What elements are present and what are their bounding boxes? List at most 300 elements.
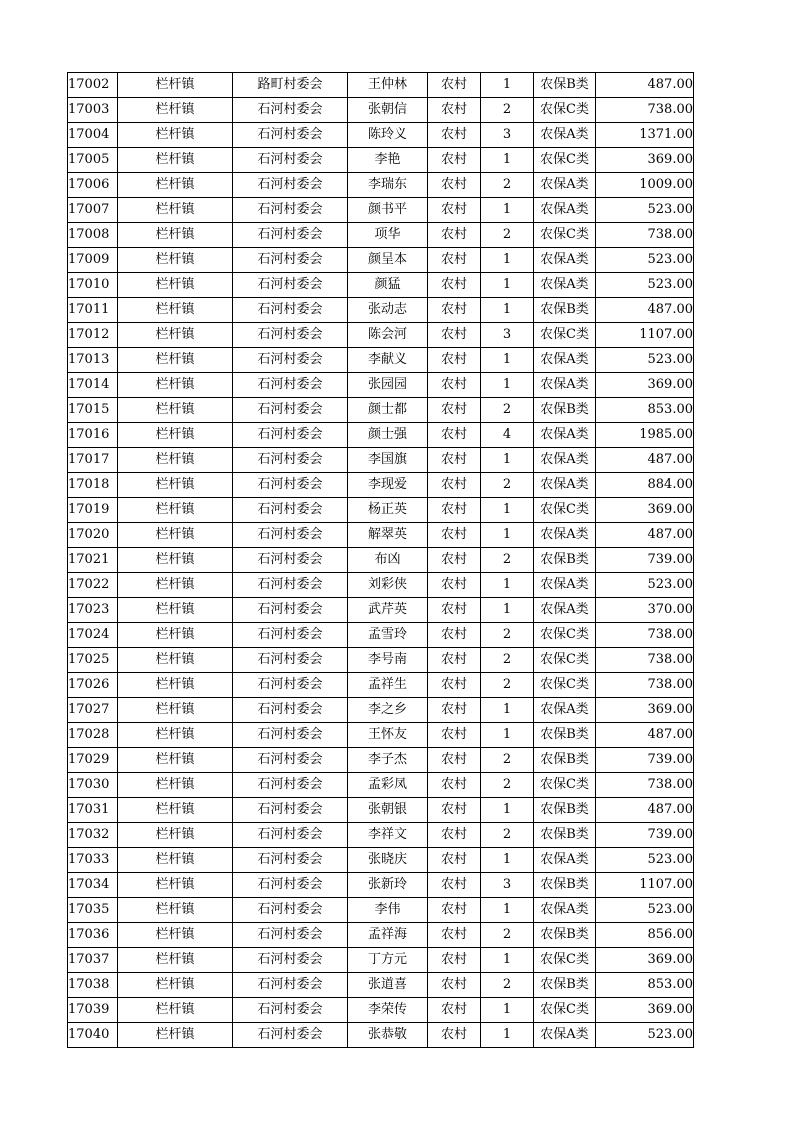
insurance-category-cell: 农保B类: [534, 973, 596, 998]
record-id-cell: 17008: [68, 223, 118, 248]
town-cell: 栏杆镇: [118, 223, 233, 248]
town-cell: 栏杆镇: [118, 998, 233, 1023]
household-type-cell: 农村: [428, 273, 481, 298]
household-type-cell: 农村: [428, 998, 481, 1023]
town-cell: 栏杆镇: [118, 923, 233, 948]
record-id-cell: 17013: [68, 348, 118, 373]
record-id-cell: 17007: [68, 198, 118, 223]
member-count-cell: 2: [481, 223, 534, 248]
person-name-cell: 颜士都: [348, 398, 428, 423]
person-name-cell: 李国旗: [348, 448, 428, 473]
member-count-cell: 1: [481, 523, 534, 548]
member-count-cell: 1: [481, 373, 534, 398]
village-committee-cell: 石河村委会: [233, 548, 348, 573]
village-committee-cell: 石河村委会: [233, 698, 348, 723]
town-cell: 栏杆镇: [118, 973, 233, 998]
table-row: [68, 898, 694, 923]
amount-cell: 853.00: [596, 398, 694, 423]
member-count-cell: 2: [481, 623, 534, 648]
table-row: [68, 323, 694, 348]
insurance-category-cell: 农保B类: [534, 923, 596, 948]
record-id-cell: 17028: [68, 723, 118, 748]
village-committee-cell: 石河村委会: [233, 623, 348, 648]
town-cell: 栏杆镇: [118, 248, 233, 273]
insurance-category-cell: 农保C类: [534, 623, 596, 648]
table-row: [68, 273, 694, 298]
household-type-cell: 农村: [428, 73, 481, 98]
insurance-category-cell: 农保A类: [534, 473, 596, 498]
town-cell: 栏杆镇: [118, 398, 233, 423]
insurance-category-cell: 农保A类: [534, 348, 596, 373]
household-type-cell: 农村: [428, 873, 481, 898]
person-name-cell: 杨正英: [348, 498, 428, 523]
person-name-cell: 李伟: [348, 898, 428, 923]
record-id-cell: 17040: [68, 1023, 118, 1048]
table-row: [68, 198, 694, 223]
household-type-cell: 农村: [428, 698, 481, 723]
record-id-cell: 17011: [68, 298, 118, 323]
village-committee-cell: 石河村委会: [233, 148, 348, 173]
table-row: [68, 848, 694, 873]
member-count-cell: 1: [481, 948, 534, 973]
insurance-category-cell: 农保C类: [534, 948, 596, 973]
record-id-cell: 17027: [68, 698, 118, 723]
member-count-cell: 2: [481, 923, 534, 948]
table-row: [68, 223, 694, 248]
household-type-cell: 农村: [428, 573, 481, 598]
person-name-cell: 孟彩凤: [348, 773, 428, 798]
table-row: [68, 623, 694, 648]
person-name-cell: 张恭敬: [348, 1023, 428, 1048]
member-count-cell: 2: [481, 98, 534, 123]
village-committee-cell: 石河村委会: [233, 223, 348, 248]
household-type-cell: 农村: [428, 748, 481, 773]
town-cell: 栏杆镇: [118, 473, 233, 498]
town-cell: 栏杆镇: [118, 698, 233, 723]
village-committee-cell: 石河村委会: [233, 923, 348, 948]
record-id-cell: 17009: [68, 248, 118, 273]
household-type-cell: 农村: [428, 773, 481, 798]
table-row: [68, 748, 694, 773]
insurance-category-cell: 农保A类: [534, 273, 596, 298]
member-count-cell: 2: [481, 473, 534, 498]
member-count-cell: 1: [481, 573, 534, 598]
village-committee-cell: 石河村委会: [233, 948, 348, 973]
village-committee-cell: 石河村委会: [233, 373, 348, 398]
village-committee-cell: 石河村委会: [233, 598, 348, 623]
amount-cell: 523.00: [596, 573, 694, 598]
record-id-cell: 17018: [68, 473, 118, 498]
record-id-cell: 17012: [68, 323, 118, 348]
town-cell: 栏杆镇: [118, 73, 233, 98]
member-count-cell: 2: [481, 973, 534, 998]
member-count-cell: 1: [481, 273, 534, 298]
town-cell: 栏杆镇: [118, 898, 233, 923]
record-id-cell: 17038: [68, 973, 118, 998]
member-count-cell: 1: [481, 848, 534, 873]
member-count-cell: 1: [481, 198, 534, 223]
insurance-category-cell: 农保A类: [534, 123, 596, 148]
person-name-cell: 孟祥海: [348, 923, 428, 948]
amount-cell: 1107.00: [596, 323, 694, 348]
village-committee-cell: 石河村委会: [233, 673, 348, 698]
village-committee-cell: 石河村委会: [233, 448, 348, 473]
table-row: [68, 173, 694, 198]
household-type-cell: 农村: [428, 548, 481, 573]
person-name-cell: 王仲林: [348, 73, 428, 98]
village-committee-cell: 石河村委会: [233, 348, 348, 373]
insurance-category-cell: 农保B类: [534, 298, 596, 323]
amount-cell: 369.00: [596, 148, 694, 173]
town-cell: 栏杆镇: [118, 523, 233, 548]
table-row: [68, 398, 694, 423]
village-committee-cell: 石河村委会: [233, 498, 348, 523]
member-count-cell: 1: [481, 1023, 534, 1048]
household-type-cell: 农村: [428, 473, 481, 498]
village-committee-cell: 石河村委会: [233, 523, 348, 548]
household-type-cell: 农村: [428, 248, 481, 273]
village-committee-cell: 石河村委会: [233, 723, 348, 748]
town-cell: 栏杆镇: [118, 573, 233, 598]
member-count-cell: 1: [481, 998, 534, 1023]
record-id-cell: 17033: [68, 848, 118, 873]
town-cell: 栏杆镇: [118, 373, 233, 398]
household-type-cell: 农村: [428, 623, 481, 648]
insurance-category-cell: 农保A类: [534, 698, 596, 723]
town-cell: 栏杆镇: [118, 173, 233, 198]
record-id-cell: 17022: [68, 573, 118, 598]
record-id-cell: 17005: [68, 148, 118, 173]
amount-cell: 369.00: [596, 998, 694, 1023]
insurance-category-cell: 农保A类: [534, 198, 596, 223]
village-committee-cell: 石河村委会: [233, 748, 348, 773]
village-committee-cell: 石河村委会: [233, 573, 348, 598]
amount-cell: 523.00: [596, 248, 694, 273]
insurance-category-cell: 农保C类: [534, 648, 596, 673]
table-row: [68, 548, 694, 573]
record-id-cell: 17034: [68, 873, 118, 898]
table-row: [68, 73, 694, 98]
amount-cell: 487.00: [596, 298, 694, 323]
person-name-cell: 李荣传: [348, 998, 428, 1023]
member-count-cell: 2: [481, 173, 534, 198]
household-type-cell: 农村: [428, 673, 481, 698]
record-id-cell: 17031: [68, 798, 118, 823]
member-count-cell: 3: [481, 323, 534, 348]
household-type-cell: 农村: [428, 848, 481, 873]
amount-cell: 884.00: [596, 473, 694, 498]
amount-cell: 487.00: [596, 798, 694, 823]
household-type-cell: 农村: [428, 173, 481, 198]
record-id-cell: 17010: [68, 273, 118, 298]
record-id-cell: 17023: [68, 598, 118, 623]
person-name-cell: 李子杰: [348, 748, 428, 773]
record-id-cell: 17036: [68, 923, 118, 948]
village-committee-cell: 石河村委会: [233, 848, 348, 873]
amount-cell: 1009.00: [596, 173, 694, 198]
village-committee-cell: 路町村委会: [233, 73, 348, 98]
amount-cell: 1371.00: [596, 123, 694, 148]
record-id-cell: 17015: [68, 398, 118, 423]
record-id-cell: 17029: [68, 748, 118, 773]
town-cell: 栏杆镇: [118, 598, 233, 623]
amount-cell: 738.00: [596, 648, 694, 673]
member-count-cell: 1: [481, 723, 534, 748]
insurance-category-cell: 农保C类: [534, 98, 596, 123]
insurance-category-cell: 农保A类: [534, 448, 596, 473]
insurance-category-cell: 农保B类: [534, 73, 596, 98]
village-committee-cell: 石河村委会: [233, 398, 348, 423]
table-row: [68, 348, 694, 373]
record-id-cell: 17026: [68, 673, 118, 698]
table-row: [68, 723, 694, 748]
amount-cell: 523.00: [596, 848, 694, 873]
table-row: [68, 973, 694, 998]
table-row: [68, 673, 694, 698]
member-count-cell: 1: [481, 248, 534, 273]
member-count-cell: 2: [481, 673, 534, 698]
household-type-cell: 农村: [428, 973, 481, 998]
amount-cell: 369.00: [596, 698, 694, 723]
table-row: [68, 698, 694, 723]
roster-table: [67, 72, 694, 1048]
insurance-category-cell: 农保A类: [534, 573, 596, 598]
amount-cell: 738.00: [596, 673, 694, 698]
household-type-cell: 农村: [428, 1023, 481, 1048]
village-committee-cell: 石河村委会: [233, 123, 348, 148]
town-cell: 栏杆镇: [118, 748, 233, 773]
household-type-cell: 农村: [428, 598, 481, 623]
village-committee-cell: 石河村委会: [233, 1023, 348, 1048]
insurance-category-cell: 农保C类: [534, 323, 596, 348]
amount-cell: 487.00: [596, 723, 694, 748]
town-cell: 栏杆镇: [118, 873, 233, 898]
table-row: [68, 298, 694, 323]
town-cell: 栏杆镇: [118, 723, 233, 748]
household-type-cell: 农村: [428, 423, 481, 448]
insurance-category-cell: 农保A类: [534, 898, 596, 923]
town-cell: 栏杆镇: [118, 773, 233, 798]
table-row: [68, 798, 694, 823]
village-committee-cell: 石河村委会: [233, 173, 348, 198]
amount-cell: 369.00: [596, 498, 694, 523]
person-name-cell: 张朝信: [348, 98, 428, 123]
household-type-cell: 农村: [428, 398, 481, 423]
record-id-cell: 17014: [68, 373, 118, 398]
person-name-cell: 孟雪玲: [348, 623, 428, 648]
amount-cell: 739.00: [596, 823, 694, 848]
village-committee-cell: 石河村委会: [233, 473, 348, 498]
person-name-cell: 颜呈本: [348, 248, 428, 273]
person-name-cell: 李之乡: [348, 698, 428, 723]
amount-cell: 487.00: [596, 523, 694, 548]
town-cell: 栏杆镇: [118, 1023, 233, 1048]
person-name-cell: 刘彩侠: [348, 573, 428, 598]
amount-cell: 523.00: [596, 898, 694, 923]
village-committee-cell: 石河村委会: [233, 423, 348, 448]
member-count-cell: 4: [481, 423, 534, 448]
table-row: [68, 648, 694, 673]
member-count-cell: 3: [481, 123, 534, 148]
table-row: [68, 448, 694, 473]
insurance-category-cell: 农保C类: [534, 223, 596, 248]
town-cell: 栏杆镇: [118, 848, 233, 873]
amount-cell: 738.00: [596, 98, 694, 123]
town-cell: 栏杆镇: [118, 823, 233, 848]
member-count-cell: 2: [481, 748, 534, 773]
member-count-cell: 1: [481, 73, 534, 98]
insurance-category-cell: 农保C类: [534, 673, 596, 698]
amount-cell: 487.00: [596, 73, 694, 98]
member-count-cell: 1: [481, 498, 534, 523]
amount-cell: 369.00: [596, 373, 694, 398]
member-count-cell: 1: [481, 348, 534, 373]
person-name-cell: 陈玲义: [348, 123, 428, 148]
household-type-cell: 农村: [428, 498, 481, 523]
person-name-cell: 颜猛: [348, 273, 428, 298]
household-type-cell: 农村: [428, 948, 481, 973]
town-cell: 栏杆镇: [118, 673, 233, 698]
insurance-category-cell: 农保B类: [534, 798, 596, 823]
record-id-cell: 17002: [68, 73, 118, 98]
table-row: [68, 148, 694, 173]
household-type-cell: 农村: [428, 373, 481, 398]
household-type-cell: 农村: [428, 523, 481, 548]
member-count-cell: 1: [481, 298, 534, 323]
amount-cell: 369.00: [596, 948, 694, 973]
table-row: [68, 98, 694, 123]
person-name-cell: 李号南: [348, 648, 428, 673]
town-cell: 栏杆镇: [118, 148, 233, 173]
record-id-cell: 17021: [68, 548, 118, 573]
amount-cell: 739.00: [596, 548, 694, 573]
village-committee-cell: 石河村委会: [233, 98, 348, 123]
record-id-cell: 17004: [68, 123, 118, 148]
person-name-cell: 张朝银: [348, 798, 428, 823]
household-type-cell: 农村: [428, 798, 481, 823]
town-cell: 栏杆镇: [118, 273, 233, 298]
household-type-cell: 农村: [428, 723, 481, 748]
person-name-cell: 李艳: [348, 148, 428, 173]
table-row: [68, 573, 694, 598]
table-row: [68, 123, 694, 148]
member-count-cell: 1: [481, 698, 534, 723]
person-name-cell: 颜士强: [348, 423, 428, 448]
household-type-cell: 农村: [428, 348, 481, 373]
household-type-cell: 农村: [428, 148, 481, 173]
household-type-cell: 农村: [428, 323, 481, 348]
member-count-cell: 2: [481, 823, 534, 848]
member-count-cell: 1: [481, 898, 534, 923]
insurance-category-cell: 农保A类: [534, 598, 596, 623]
table-row: [68, 1023, 694, 1048]
table-row: [68, 948, 694, 973]
table-row: [68, 873, 694, 898]
table-row: [68, 423, 694, 448]
member-count-cell: 3: [481, 873, 534, 898]
household-type-cell: 农村: [428, 123, 481, 148]
person-name-cell: 孟祥生: [348, 673, 428, 698]
insurance-category-cell: 农保A类: [534, 523, 596, 548]
amount-cell: 523.00: [596, 348, 694, 373]
household-type-cell: 农村: [428, 98, 481, 123]
amount-cell: 523.00: [596, 273, 694, 298]
amount-cell: 1107.00: [596, 873, 694, 898]
household-type-cell: 农村: [428, 923, 481, 948]
member-count-cell: 2: [481, 548, 534, 573]
village-committee-cell: 石河村委会: [233, 198, 348, 223]
village-committee-cell: 石河村委会: [233, 823, 348, 848]
table-row: [68, 373, 694, 398]
record-id-cell: 17006: [68, 173, 118, 198]
village-committee-cell: 石河村委会: [233, 248, 348, 273]
household-type-cell: 农村: [428, 648, 481, 673]
insurance-category-cell: 农保C类: [534, 498, 596, 523]
member-count-cell: 1: [481, 148, 534, 173]
record-id-cell: 17039: [68, 998, 118, 1023]
member-count-cell: 2: [481, 648, 534, 673]
person-name-cell: 王怀友: [348, 723, 428, 748]
table-row: [68, 598, 694, 623]
village-committee-cell: 石河村委会: [233, 273, 348, 298]
household-type-cell: 农村: [428, 448, 481, 473]
person-name-cell: 布凶: [348, 548, 428, 573]
village-committee-cell: 石河村委会: [233, 298, 348, 323]
town-cell: 栏杆镇: [118, 323, 233, 348]
town-cell: 栏杆镇: [118, 798, 233, 823]
amount-cell: 370.00: [596, 598, 694, 623]
person-name-cell: 李瑞东: [348, 173, 428, 198]
town-cell: 栏杆镇: [118, 198, 233, 223]
table-row: [68, 998, 694, 1023]
village-committee-cell: 石河村委会: [233, 323, 348, 348]
insurance-category-cell: 农保C类: [534, 773, 596, 798]
record-id-cell: 17025: [68, 648, 118, 673]
insurance-category-cell: 农保A类: [534, 373, 596, 398]
insurance-category-cell: 农保A类: [534, 1023, 596, 1048]
town-cell: 栏杆镇: [118, 548, 233, 573]
person-name-cell: 张新玲: [348, 873, 428, 898]
record-id-cell: 17020: [68, 523, 118, 548]
insurance-category-cell: 农保B类: [534, 398, 596, 423]
person-name-cell: 张园园: [348, 373, 428, 398]
insurance-category-cell: 农保A类: [534, 423, 596, 448]
table-row: [68, 773, 694, 798]
insurance-category-cell: 农保B类: [534, 548, 596, 573]
amount-cell: 738.00: [596, 623, 694, 648]
person-name-cell: 李献义: [348, 348, 428, 373]
record-id-cell: 17030: [68, 773, 118, 798]
person-name-cell: 张晓庆: [348, 848, 428, 873]
town-cell: 栏杆镇: [118, 348, 233, 373]
town-cell: 栏杆镇: [118, 423, 233, 448]
person-name-cell: 解翠英: [348, 523, 428, 548]
insurance-category-cell: 农保A类: [534, 173, 596, 198]
amount-cell: 738.00: [596, 223, 694, 248]
person-name-cell: 武芹英: [348, 598, 428, 623]
member-count-cell: 1: [481, 448, 534, 473]
household-type-cell: 农村: [428, 298, 481, 323]
village-committee-cell: 石河村委会: [233, 648, 348, 673]
amount-cell: 856.00: [596, 923, 694, 948]
person-name-cell: 李祥文: [348, 823, 428, 848]
member-count-cell: 2: [481, 398, 534, 423]
amount-cell: 523.00: [596, 1023, 694, 1048]
amount-cell: 523.00: [596, 198, 694, 223]
household-type-cell: 农村: [428, 823, 481, 848]
town-cell: 栏杆镇: [118, 98, 233, 123]
member-count-cell: 1: [481, 598, 534, 623]
